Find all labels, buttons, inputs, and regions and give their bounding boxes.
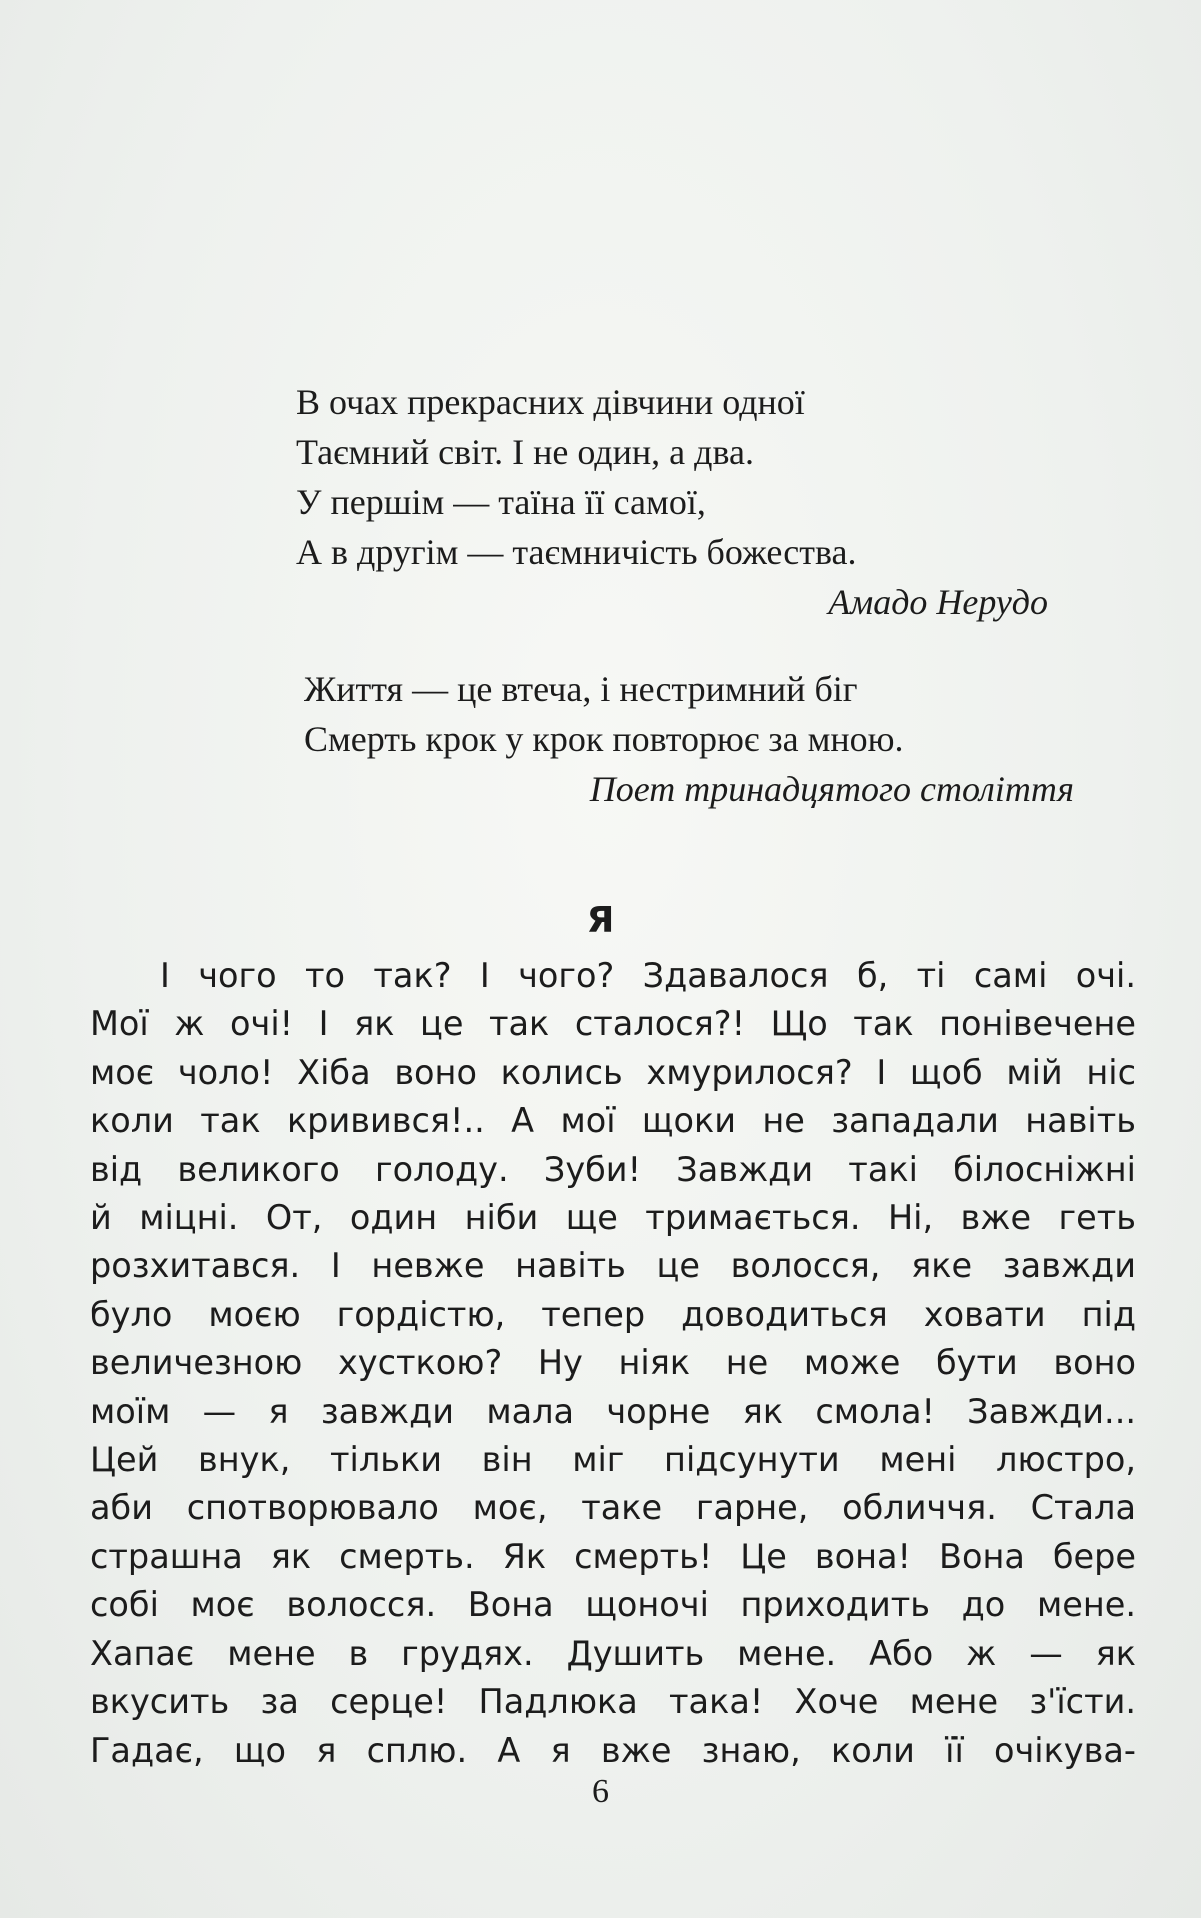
epigraph-1 (296, 377, 1048, 627)
body-line: моє чоло! Хіба воно колись хмурилося? І щоб мій ніс (90, 1052, 1136, 1092)
body-line: Цей внук, тільки він міг підсунути мені люстро, (90, 1440, 1136, 1480)
epigraph-2-line-2: Смерть крок у крок повторює за мною. (304, 719, 904, 759)
body-line: від великого голоду. Зуби! Завжди такі білосніжні (90, 1149, 1136, 1189)
body-text (90, 952, 1136, 1775)
body-line: й міцні. От, один ніби ще тримається. Ні, вже геть (90, 1198, 1136, 1238)
epigraph-1-line-1: В очах прекрасних дівчини одної (296, 382, 805, 422)
body-line: Гадає, що я сплю. А я вже знаю, коли її очікува- (90, 1730, 1136, 1770)
body-line: аби спотворювало моє, таке гарне, обличчя. Стала (90, 1488, 1136, 1528)
body-line: розхитався. І невже навіть це волосся, яке завжди (90, 1246, 1136, 1286)
body-line: страшна як смерть. Як смерть! Це вона! Вона бере (90, 1536, 1136, 1576)
body-line: собі моє волосся. Вона щоночі приходить до мене. (90, 1585, 1136, 1625)
body-line: вкусить за серце! Падлюка така! Хоче мене з'їсти. (90, 1682, 1136, 1722)
body-line: було моєю гордістю, тепер доводиться ховати під (90, 1294, 1136, 1334)
body-line: моїм — я завжди мала чорне як смола! Завжди... (90, 1391, 1136, 1431)
epigraph-2-attribution: Поет тринадцятого століття (589, 769, 1074, 809)
epigraph-1-line-4: А в другім — таємничість божества. (296, 532, 857, 572)
page-number: 6 (592, 1773, 609, 1810)
epigraph-1-attribution: Амадо Нерудо (828, 582, 1048, 622)
body-line: І чого то так? І чого? Здавалося б, ті самі очі. (160, 956, 1136, 995)
epigraph-2 (304, 664, 1074, 814)
chapter-title: Я (586, 900, 615, 941)
body-line: Хапає мене в грудях. Душить мене. Або ж — як (90, 1633, 1136, 1673)
epigraph-2-line-1: Життя — це втеча, і нестримний біг (304, 669, 858, 709)
epigraph-1-line-3: У першім — таїна її самої, (296, 482, 706, 522)
body-line: величезною хусткою? Ну ніяк не може бути воно (90, 1343, 1136, 1383)
body-line: Мої ж очі! І як це так сталося?! Що так понівечене (90, 1004, 1136, 1044)
epigraph-1-line-2: Таємний світ. І не один, а два. (296, 432, 754, 472)
body-line: коли так кривився!.. А мої щоки не западали навіть (90, 1101, 1136, 1141)
